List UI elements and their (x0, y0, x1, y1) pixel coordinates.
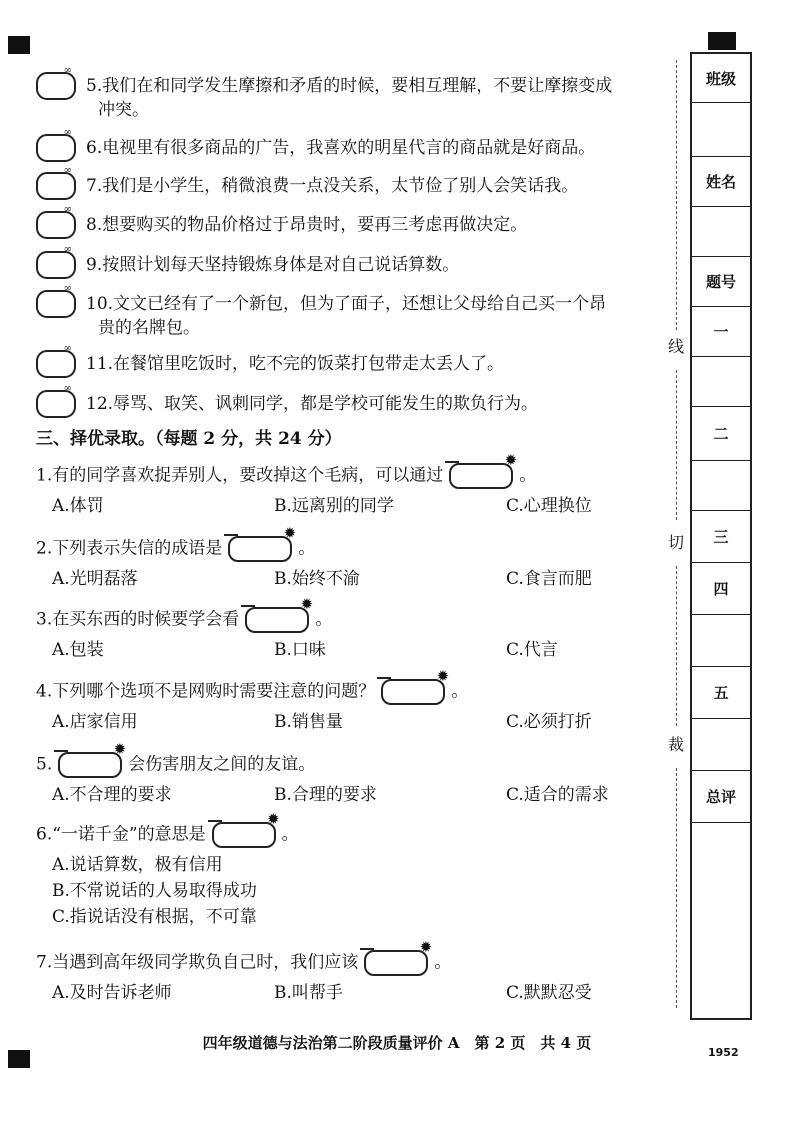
question-tail: 。 (315, 609, 333, 630)
option[interactable]: A.光明磊落 (52, 569, 138, 589)
tf-item (36, 127, 656, 162)
cut-line-lower (676, 566, 677, 726)
tf-line-1: 10.文文已经有了一个新包，但为了面子，还想让父母给自己买一个昂 (86, 294, 607, 314)
option[interactable]: B.始终不渝 (274, 569, 360, 589)
tf-item (36, 165, 656, 200)
option[interactable]: C.食言而肥 (506, 569, 592, 589)
answer-bracket[interactable] (36, 244, 76, 279)
section-3-title: 三、择优录取。（每题 2 分，共 24 分） (36, 429, 342, 449)
pen-stroke-icon (224, 534, 238, 536)
question-text: 5. (36, 754, 53, 775)
table-cell: 题号 (692, 256, 750, 307)
question-text: 1.有的同学喜欢捉弄别人，要改掉这个毛病，可以通过 (36, 465, 444, 486)
table-cell (692, 614, 750, 667)
cut-char-1: 线 (668, 337, 685, 356)
tf-item-text (86, 74, 656, 122)
tf-item-text (86, 352, 656, 376)
question-text: 3.在买东西的时候要学会看 (36, 609, 240, 630)
bow-icon: ∞ (63, 383, 72, 394)
registration-mark-top-right (708, 32, 736, 50)
table-cell (692, 356, 750, 407)
question (36, 667, 469, 705)
ink-splat-icon: ✹ (504, 451, 518, 469)
tf-line-2: 冲突。 (98, 100, 149, 120)
pen-stroke-icon (377, 677, 391, 679)
tf-item (36, 65, 656, 122)
option[interactable]: A.体罚 (52, 496, 104, 516)
table-cell: 一 (692, 306, 750, 357)
pen-stroke-icon (360, 948, 374, 950)
ink-splat-icon: ✹ (300, 595, 314, 613)
bow-icon: ∞ (63, 204, 72, 215)
option[interactable]: B.远离别的同学 (274, 496, 394, 516)
table-cell (692, 206, 750, 257)
question (36, 595, 333, 633)
question-tail: 。 (451, 681, 469, 702)
answer-bracket[interactable] (36, 65, 76, 100)
question (36, 810, 299, 848)
table-cell (692, 718, 750, 771)
pen-stroke-icon (208, 820, 222, 822)
answer-box[interactable] (449, 451, 518, 489)
pen-stroke-icon (445, 461, 459, 463)
bow-icon: ∞ (63, 244, 72, 255)
option[interactable]: A.及时告诉老师 (52, 983, 172, 1003)
ink-splat-icon: ✹ (436, 667, 450, 685)
table-cell: 三 (692, 510, 750, 563)
bow-icon: ∞ (63, 283, 72, 294)
table-cell: 总评 (692, 770, 750, 823)
option[interactable]: B.合理的要求 (274, 785, 377, 805)
tf-line-1: 5.我们在和同学发生摩擦和矛盾的时候，要相互理解，不要让摩擦变成 (86, 76, 613, 96)
tf-item-text (86, 253, 656, 277)
answer-box[interactable] (245, 595, 314, 633)
option[interactable]: B.销售量 (274, 712, 343, 732)
option[interactable]: B.叫帮手 (274, 983, 343, 1003)
bow-icon: ∞ (63, 127, 72, 138)
pen-stroke-icon (54, 750, 68, 752)
tf-item (36, 244, 656, 279)
answer-bracket[interactable] (36, 127, 76, 162)
bow-icon: ∞ (63, 343, 72, 354)
tf-item-text (86, 292, 656, 340)
option[interactable]: C.心理换位 (506, 496, 592, 516)
question-tail: 。 (519, 465, 537, 486)
table-cell: 四 (692, 562, 750, 615)
bow-icon: ∞ (63, 165, 72, 176)
option[interactable]: C.默默忍受 (506, 983, 592, 1003)
answer-bracket[interactable] (36, 165, 76, 200)
question-text: 2.下列表示失信的成语是 (36, 538, 223, 559)
question-tail: 。 (281, 824, 299, 845)
table-cell (692, 460, 750, 511)
question (36, 938, 452, 976)
option[interactable]: A.店家信用 (52, 712, 138, 732)
tf-item (36, 383, 656, 418)
table-cell (692, 822, 750, 1026)
option[interactable]: C.适合的需求 (506, 785, 609, 805)
student-info-table (690, 52, 752, 1020)
page-mark: 1952 (708, 1046, 739, 1059)
question-text: 4.下列哪个选项不是网购时需要注意的问题？ (36, 681, 376, 702)
question-tail: 会伤害朋友之间的友谊。 (128, 754, 316, 775)
option[interactable]: A.不合理的要求 (52, 785, 172, 805)
answer-box[interactable] (381, 667, 450, 705)
table-cell: 姓名 (692, 156, 750, 207)
ink-splat-icon: ✹ (283, 524, 297, 542)
answer-bracket[interactable] (36, 283, 76, 318)
cut-char-2: 切 (668, 533, 685, 552)
tf-line-1: 7.我们是小学生，稍微浪费一点没关系，太节俭了别人会笑话我。 (86, 176, 579, 196)
cut-line-top (676, 60, 677, 330)
cut-char-3: 裁 (668, 735, 685, 754)
bow-icon: ∞ (63, 65, 72, 76)
option[interactable]: B.不常说话的人易取得成功 (52, 881, 257, 901)
table-cell (692, 102, 750, 157)
question-text: 7.当遇到高年级同学欺负自己时，我们应该 (36, 952, 359, 973)
answer-box[interactable] (212, 810, 280, 848)
tf-line-1: 6.电视里有很多商品的广告，我喜欢的明星代言的商品就是好商品。 (86, 138, 596, 158)
answer-box[interactable] (58, 740, 127, 778)
tf-item-text (86, 136, 656, 160)
cut-line-middle (676, 370, 677, 520)
ink-splat-icon: ✹ (267, 810, 280, 828)
answer-bracket[interactable] (36, 343, 76, 378)
option[interactable]: A.包装 (52, 640, 104, 660)
tf-line-1: 12.辱骂、取笑、讽刺同学，都是学校可能发生的欺负行为。 (86, 394, 539, 414)
answer-box[interactable] (364, 938, 433, 976)
table-cell: 五 (692, 666, 750, 719)
question (36, 524, 316, 562)
page-footer: 四年级道德与法治第二阶段质量评价 A 第 2 页 共 4 页 (202, 1034, 592, 1052)
tf-item (36, 204, 656, 239)
tf-line-1: 8.想要购买的物品价格过于昂贵时，要再三考虑再做决定。 (86, 215, 528, 235)
question-text: 6.“一诺千金”的意思是 (36, 824, 206, 845)
answer-bracket[interactable] (36, 383, 76, 418)
tf-line-1: 9.按照计划每天坚持锻炼身体是对自己说话算数。 (86, 255, 460, 275)
option[interactable]: C.代言 (506, 640, 558, 660)
table-cell: 二 (692, 406, 750, 461)
pen-stroke-icon (241, 605, 255, 607)
table-cell: 班级 (692, 54, 750, 103)
ink-splat-icon: ✹ (113, 740, 127, 758)
option[interactable]: C.必须打折 (506, 712, 592, 732)
tf-item-text (86, 392, 656, 416)
option[interactable]: B.口味 (274, 640, 326, 660)
tf-line-1: 11.在餐馆里吃饭时，吃不完的饭菜打包带走太丢人了。 (86, 354, 505, 374)
question (36, 451, 537, 489)
question (36, 740, 316, 778)
option[interactable]: A.说话算数，极有信用 (52, 855, 223, 875)
question-tail: 。 (434, 952, 452, 973)
ink-splat-icon: ✹ (419, 938, 433, 956)
tf-item (36, 343, 656, 378)
tf-line-2: 贵的名牌包。 (98, 318, 200, 338)
answer-bracket[interactable] (36, 204, 76, 239)
tf-item-text (86, 213, 656, 237)
cut-line-bottom (676, 768, 677, 1008)
tf-item (36, 283, 656, 340)
answer-box[interactable] (228, 524, 297, 562)
question-tail: 。 (298, 538, 316, 559)
option[interactable]: C.指说话没有根据，不可靠 (52, 907, 257, 927)
registration-mark-top-left (8, 36, 30, 54)
tf-item-text (86, 174, 656, 198)
